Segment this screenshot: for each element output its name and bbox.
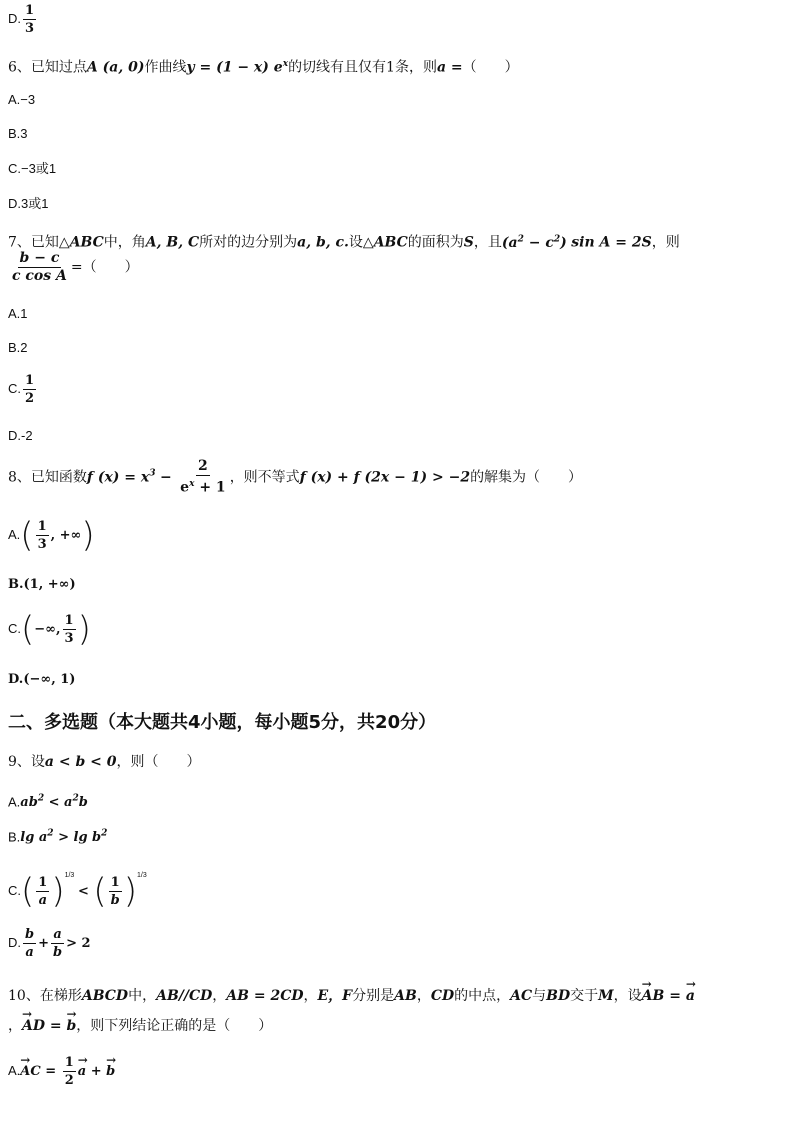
frac-den: 2 xyxy=(64,1073,74,1088)
q7-eq: sin A = 2S xyxy=(571,234,652,251)
frac-num: 1 xyxy=(110,875,120,891)
fraction xyxy=(23,372,36,407)
q10-t6: 的中点， xyxy=(454,988,511,1004)
q8-fx-exp: 3 xyxy=(149,468,156,479)
q10-t3: ， xyxy=(303,988,318,1004)
q10-option-a xyxy=(8,1054,115,1089)
q8-tail: 的解集为（ ） xyxy=(470,469,583,486)
q7-sides: a, b, c. xyxy=(297,234,349,251)
q10-t8: 交于 xyxy=(570,988,599,1004)
vector-ad: → AD xyxy=(22,1016,45,1036)
frac-den: b xyxy=(110,893,120,909)
q6-option-b xyxy=(8,124,28,144)
q6-suffix: 的切线有且仅有1条，则 xyxy=(288,59,437,76)
q9-tail: ，则（ ） xyxy=(116,754,201,770)
option-tail: , +∞ xyxy=(50,527,82,543)
less-than: < xyxy=(77,884,94,899)
q9-stem xyxy=(8,752,200,772)
q10-t9: ，设 xyxy=(613,988,642,1004)
frac-den-base: e xyxy=(180,479,190,496)
q7-option-c xyxy=(8,372,38,407)
fraction xyxy=(63,612,76,647)
q8-fx: f (x) = x xyxy=(86,469,150,486)
option-head: −∞, xyxy=(34,621,61,637)
q10-prefix: 10、在梯形 xyxy=(8,988,82,1004)
q10-stem-line2 xyxy=(8,1016,272,1036)
q10-m: M xyxy=(598,988,614,1004)
option-expr: $ab^2 < a^2b$ xyxy=(20,794,88,811)
q9-option-a xyxy=(8,789,88,813)
q6-option-c xyxy=(8,159,56,179)
paren-left: ( xyxy=(20,515,34,556)
option-text: D.(−∞, 1) xyxy=(8,672,76,687)
q6-option-a xyxy=(8,90,35,110)
q6-paren: （ ） xyxy=(462,59,519,76)
q6-mid: 作曲线 xyxy=(144,59,187,76)
option-label: D. xyxy=(8,10,21,26)
vector-b: → b xyxy=(106,1062,115,1082)
q8-minus: − xyxy=(159,469,172,486)
frac-den xyxy=(178,476,228,497)
q10-ac: AC xyxy=(510,988,533,1004)
q6-option-d xyxy=(8,194,48,214)
paren-left: ( xyxy=(21,609,35,650)
q5-option-d xyxy=(8,2,38,37)
frac-num: 1 xyxy=(38,875,48,891)
option-text: B.2 xyxy=(8,340,28,355)
q8-option-c xyxy=(8,609,91,650)
vector-a: → a xyxy=(686,986,695,1006)
fraction xyxy=(23,926,36,961)
frac-den: 3 xyxy=(64,631,74,646)
frac-num: b xyxy=(25,927,35,942)
vector-ab: → AB xyxy=(642,986,665,1006)
frac-den: 3 xyxy=(25,21,35,36)
frac-num: 1 xyxy=(37,519,47,534)
paren-right: ) xyxy=(51,871,65,912)
option-text: B.(1, +∞) xyxy=(8,577,76,592)
q10-t2: ， xyxy=(212,988,227,1004)
q8-option-a xyxy=(8,515,95,556)
q8-option-d xyxy=(8,669,75,690)
q8-prefix: 8、已知函数 xyxy=(8,469,87,486)
equals: = xyxy=(40,1063,61,1079)
option-text: D.3或1 xyxy=(8,196,49,211)
plus: + xyxy=(38,935,49,951)
q7-paren-expr: $(a^2 - c^2)$ xyxy=(501,234,567,251)
frac-den: a xyxy=(38,893,47,909)
q7-t6: ，则 xyxy=(651,234,680,251)
q7-option-d xyxy=(8,426,33,446)
option-expr: $\lg a^2 > \lg b^2$ xyxy=(20,829,108,846)
q10-c2: AB = 2CD xyxy=(226,988,304,1004)
fraction xyxy=(36,874,49,909)
q9-cond: a < b < 0 xyxy=(44,754,117,770)
q6-curve: y = (1 − x) e xyxy=(186,59,283,76)
q10-shape: ABCD xyxy=(81,988,129,1004)
q9-prefix: 9、设 xyxy=(8,754,45,770)
paren-right: ) xyxy=(123,871,137,912)
q10-t5: ， xyxy=(416,988,431,1004)
q7-S: S xyxy=(463,234,474,251)
q7-t2: 所对的边分别为 xyxy=(199,234,298,251)
vector-a: → a xyxy=(78,1062,86,1082)
frac-num: a xyxy=(53,927,62,942)
frac-den-exp: x xyxy=(189,479,195,489)
option-tail: > 2 xyxy=(66,935,91,951)
q7-tail: =（ ） xyxy=(70,259,139,276)
q6-var: a = xyxy=(436,59,463,76)
q8-ineq: f (x) + f (2x − 1) > −2 xyxy=(299,469,471,486)
option-text: A.−3 xyxy=(8,92,36,107)
option-label: A. xyxy=(8,526,21,542)
q8-option-b xyxy=(8,574,76,595)
q7-stem-line2 xyxy=(8,250,139,285)
q9-option-d xyxy=(8,926,91,961)
frac-num: 1 xyxy=(25,373,35,388)
frac-num: 1 xyxy=(25,3,35,18)
q9-option-b xyxy=(8,824,107,848)
frac-den: 2 xyxy=(25,391,35,406)
paren-left: ( xyxy=(21,871,35,912)
option-text: C.−3或1 xyxy=(8,161,57,176)
q7-tri-2: ABC xyxy=(373,234,408,251)
fraction xyxy=(23,2,36,37)
exponent: 1/3 xyxy=(64,872,75,879)
vector-b: → b xyxy=(67,1016,77,1036)
option-text: B.3 xyxy=(8,126,28,141)
q10-ef: E，F xyxy=(317,988,353,1004)
q10-ab: AB xyxy=(394,988,417,1004)
q6-prefix: 6、已知过点 xyxy=(8,59,87,76)
equals: = xyxy=(664,988,686,1004)
frac-den: a xyxy=(25,945,34,960)
q10-t1: 中， xyxy=(128,988,157,1004)
paren-right: ) xyxy=(81,515,95,556)
option-label: C. xyxy=(8,380,21,396)
q10-t4: 分别是 xyxy=(352,988,395,1004)
q7-tri: ABC xyxy=(69,234,104,251)
option-text: A.1 xyxy=(8,306,28,321)
option-text: D.-2 xyxy=(8,428,33,443)
q8-stem xyxy=(8,458,582,497)
fraction xyxy=(51,926,64,961)
q7-t1: 中，角 xyxy=(103,234,146,251)
q9-option-c xyxy=(8,866,147,912)
plus: + xyxy=(86,1063,107,1079)
frac-den: b xyxy=(53,945,63,960)
q10-cd: CD xyxy=(430,988,455,1004)
q10-bd: BD xyxy=(546,988,571,1004)
q6-stem xyxy=(8,54,519,78)
frac-den: c cos A xyxy=(12,268,67,284)
vector-ac: → AC xyxy=(20,1062,40,1082)
q7-option-b xyxy=(8,338,28,358)
option-label: A. xyxy=(8,1062,21,1078)
fraction xyxy=(36,518,49,553)
q7-angles: A, B, C xyxy=(145,234,200,251)
comma: ， xyxy=(8,1018,22,1034)
section-heading: 二、多选题（本大题共4小题，每小题5分，共20分） xyxy=(8,712,437,733)
q6-curve-exp: x xyxy=(282,59,289,69)
q7-t4: 的面积为 xyxy=(407,234,464,251)
q7-t3: 设△ xyxy=(348,234,374,251)
paren-right: ) xyxy=(77,609,91,650)
equals: = xyxy=(45,1018,67,1034)
frac-den: 3 xyxy=(37,537,47,552)
q7-t5: ，且 xyxy=(473,234,502,251)
option-label: B. xyxy=(8,829,21,845)
frac-den-tail: + 1 xyxy=(194,479,226,496)
option-label: C. xyxy=(8,883,21,898)
q10-t7: 与 xyxy=(532,988,547,1004)
q7-fraction xyxy=(10,250,69,285)
q8-fraction xyxy=(178,458,228,497)
q10-stem xyxy=(8,986,695,1006)
fraction xyxy=(63,1054,76,1089)
option-label: C. xyxy=(8,620,21,636)
q6-point: A (a, 0) xyxy=(86,59,145,76)
frac-num: 1 xyxy=(64,613,74,628)
frac-num: 2 xyxy=(198,458,208,474)
option-label: A. xyxy=(8,794,21,810)
exponent: 1/3 xyxy=(136,872,147,879)
fraction xyxy=(109,874,122,909)
q10-line2-tail: ，则下列结论正确的是（ ） xyxy=(76,1018,273,1034)
q10-c1: AB//CD xyxy=(156,988,213,1004)
frac-num: 1 xyxy=(64,1055,74,1070)
q7-prefix: 7、已知△ xyxy=(8,234,70,251)
option-label: D. xyxy=(8,934,21,950)
q8-t1: ，则不等式 xyxy=(229,469,300,486)
frac-num: b − c xyxy=(19,250,60,266)
q7-option-a xyxy=(8,304,28,324)
paren-left: ( xyxy=(93,871,107,912)
